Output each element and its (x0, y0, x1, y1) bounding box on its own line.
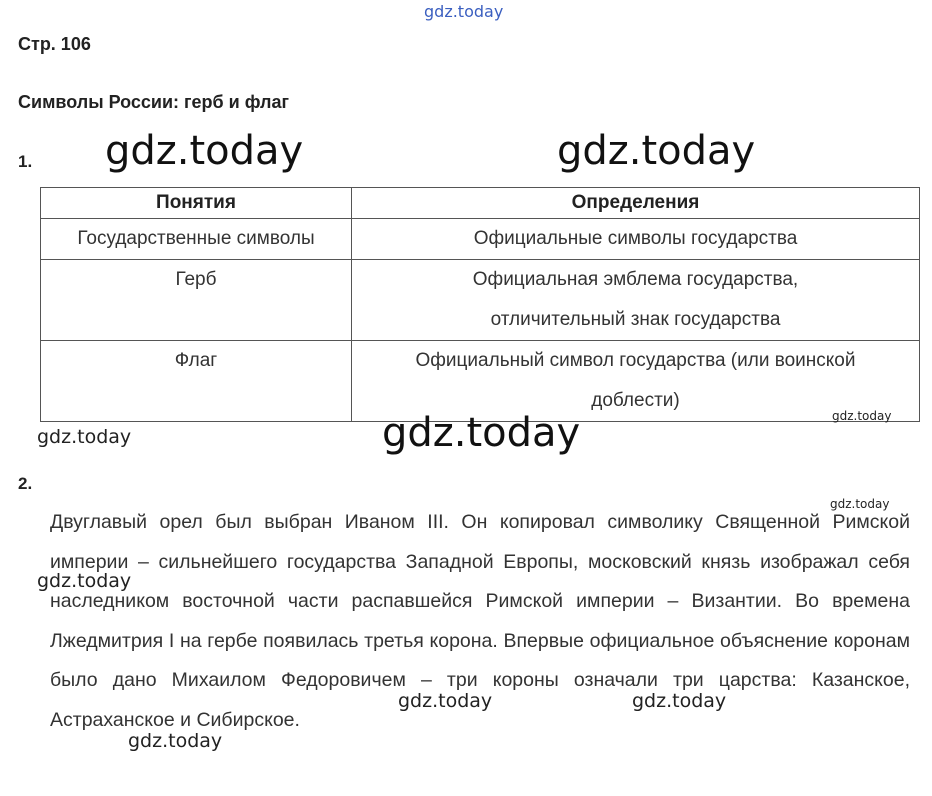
watermark: gdz.today (37, 426, 132, 448)
watermark: gdz.today (424, 2, 504, 21)
task-1-number: 1. (18, 152, 33, 171)
table-row (41, 219, 920, 260)
watermark: gdz.today (128, 730, 223, 752)
watermark: gdz.today (398, 690, 493, 712)
concepts-table (40, 187, 920, 422)
watermark: gdz.today (382, 410, 581, 456)
page-number: Стр. 106 (18, 34, 91, 54)
table-row (41, 260, 920, 341)
task-2-number: 2. (18, 474, 33, 493)
watermark: gdz.today (830, 497, 890, 511)
task-2-answer-text: Двуглавый орел был выбран Иваном III. Он копировал символику Священной Римской империи – сильнейшего государства Западной Европы, московский князь изображал себя наследником восточной части распавшейся Римской империи – Византии. Во времена Лжедмитрия I на гербе появилась третья корона. Впервые официальное объяснение коронам было дано Михаилом Федоровичем – три короны означали три царства: Казанское, Астраханское и Сибирское. (50, 511, 910, 731)
watermark: gdz.today (632, 690, 727, 712)
table-cell-concept: Флаг (41, 341, 352, 422)
lesson-heading: Символы России: герб и флаг (18, 92, 289, 112)
watermark: gdz.today (832, 409, 892, 423)
table-cell-concept: Герб (41, 260, 352, 341)
watermark: gdz.today (105, 128, 304, 174)
watermark: gdz.today (557, 128, 756, 174)
table-cell-definition: Официальная эмблема государства, отличительный знак государства (352, 260, 920, 341)
table-cell-definition: Официальный символ государства (или воинской доблести) (352, 341, 920, 422)
watermark: gdz.today (37, 570, 132, 592)
table-cell-definition: Официальные символы государства (352, 219, 920, 260)
table-header-concepts: Понятия (41, 188, 352, 219)
table-cell-concept: Государственные символы (41, 219, 352, 260)
table-header-definitions: Определения (352, 188, 920, 219)
